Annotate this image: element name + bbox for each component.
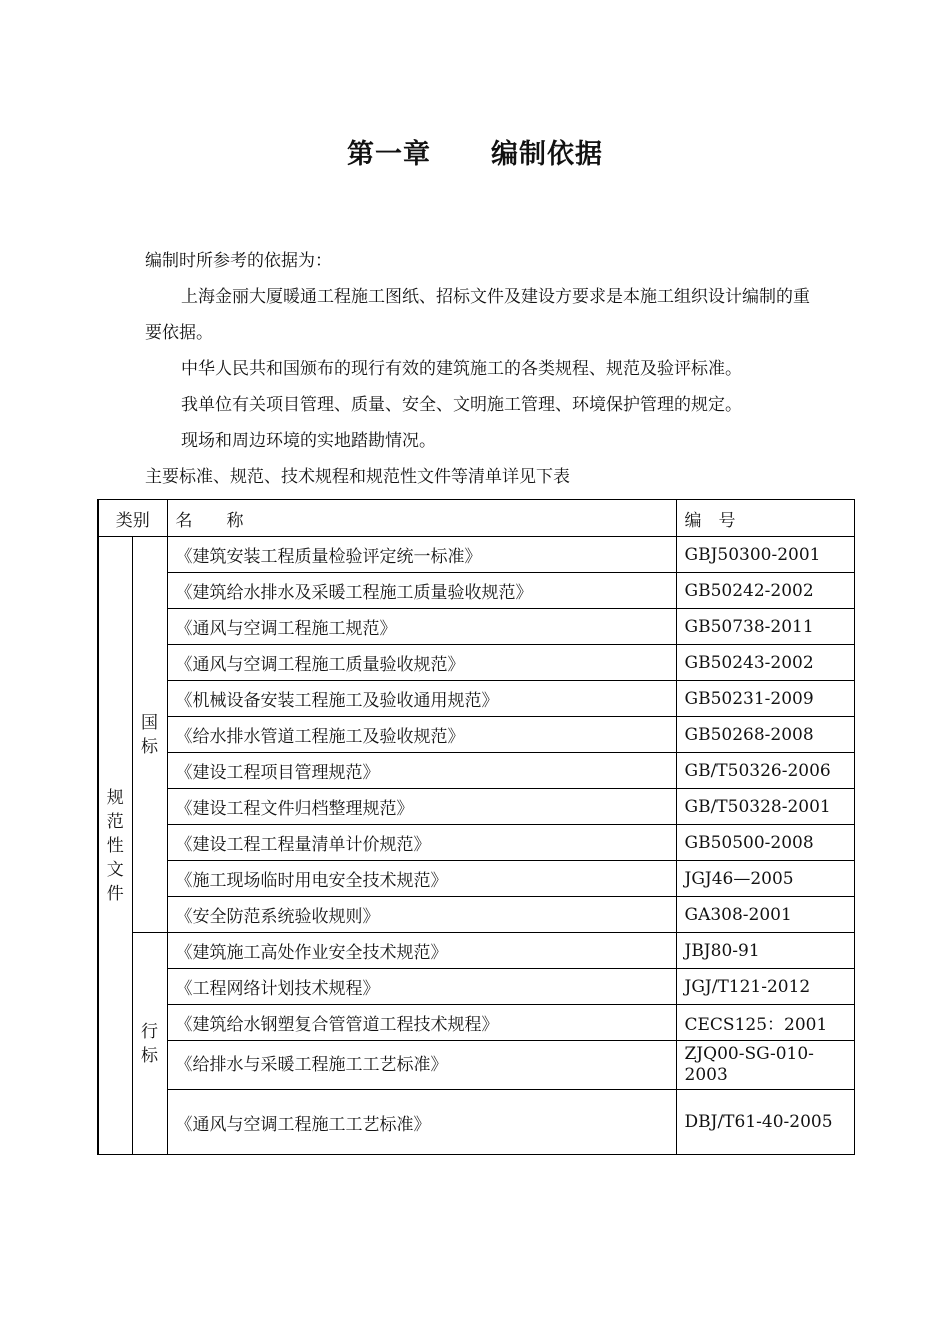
standard-code: JGJ46—2005 (676, 861, 854, 897)
standard-code: GB/T50326-2006 (676, 753, 854, 789)
table-row (98, 717, 854, 753)
group-label-national: 国标 (141, 712, 158, 757)
table-row (98, 609, 854, 645)
standard-code: GB50243-2002 (676, 645, 854, 681)
standard-name: 《建筑施工高处作业安全技术规范》 (167, 933, 676, 969)
table-row (98, 1090, 854, 1155)
standard-code: GB50231-2009 (676, 681, 854, 717)
group-label-industry: 行标 (141, 1021, 158, 1066)
standard-name: 《机械设备安装工程施工及验收通用规范》 (167, 681, 676, 717)
table-row (98, 789, 854, 825)
standard-name: 《工程网络计划技术规程》 (167, 969, 676, 1005)
table-row (98, 825, 854, 861)
standard-name: 《给排水与采暖工程施工工艺标准》 (167, 1041, 676, 1090)
intro-paragraph: 编制时所参考的依据为： (145, 251, 332, 271)
standard-code: GA308-2001 (676, 897, 854, 933)
category-label: 规范性文件 (106, 787, 124, 904)
table-row (98, 1005, 854, 1041)
header-code: 编 号 (676, 500, 854, 537)
standard-name: 《建设工程文件归档整理规范》 (167, 789, 676, 825)
standard-name: 《通风与空调工程施工质量验收规范》 (167, 645, 676, 681)
standard-code: CECS125：2001 (676, 1005, 854, 1041)
category-cell (98, 537, 132, 1155)
standard-code: JBJ80-91 (676, 933, 854, 969)
table-header-row (98, 500, 854, 537)
table-row (98, 897, 854, 933)
basis-paragraph-drawings: 上海金丽大厦暖通工程施工图纸、招标文件及建设方要求是本施工组织设计编制的重要依据。 (145, 287, 810, 343)
basis-paragraph-company: 我单位有关项目管理、质量、安全、文明施工管理、环境保护管理的规定。 (181, 395, 742, 415)
table-row (98, 969, 854, 1005)
basis-paragraph-national: 中华人民共和国颁布的现行有效的建筑施工的各类规程、规范及验评标准。 (181, 359, 742, 379)
basis-paragraph-site: 现场和周边环境的实地踏勘情况。 (181, 431, 436, 451)
table-caption: 主要标准、规范、技术规程和规范性文件等清单详见下表 (145, 467, 570, 487)
standard-code: DBJ/T61-40-2005 (676, 1090, 854, 1155)
standard-name: 《建筑给水排水及采暖工程施工质量验收规范》 (167, 573, 676, 609)
header-name: 名 称 (167, 500, 676, 537)
standard-name: 《通风与空调工程施工工艺标准》 (167, 1090, 676, 1155)
table-row (98, 681, 854, 717)
table-row (98, 573, 854, 609)
standard-name: 《建设工程项目管理规范》 (167, 753, 676, 789)
standard-code: GB50268-2008 (676, 717, 854, 753)
standard-name: 《通风与空调工程施工规范》 (167, 609, 676, 645)
standard-name: 《给水排水管道工程施工及验收规范》 (167, 717, 676, 753)
group-cell-industry (132, 933, 167, 1155)
header-category: 类别 (98, 500, 167, 537)
standard-name: 《建筑给水钢塑复合管管道工程技术规程》 (167, 1005, 676, 1041)
standard-code: GBJ50300-2001 (676, 537, 854, 573)
standard-code: GB50738-2011 (676, 609, 854, 645)
standard-name: 《建筑安装工程质量检验评定统一标准》 (167, 537, 676, 573)
table-row (98, 753, 854, 789)
standard-code: GB50500-2008 (676, 825, 854, 861)
standards-table (97, 499, 855, 1155)
chapter-title: 编制依据 (491, 139, 603, 170)
table-row (98, 537, 854, 573)
chapter-heading (0, 132, 950, 171)
table-row (98, 1041, 854, 1090)
standard-name: 《施工现场临时用电安全技术规范》 (167, 861, 676, 897)
standard-code: ZJQ00-SG-010-2003 (676, 1041, 854, 1090)
standard-name: 《建设工程工程量清单计价规范》 (167, 825, 676, 861)
table-row (98, 645, 854, 681)
table-row (98, 861, 854, 897)
standard-code: GB50242-2002 (676, 573, 854, 609)
group-cell-national (132, 537, 167, 933)
standard-code: GB/T50328-2001 (676, 789, 854, 825)
standard-name: 《安全防范系统验收规则》 (167, 897, 676, 933)
chapter-number: 第一章 (347, 139, 431, 170)
standard-code: JGJ/T121-2012 (676, 969, 854, 1005)
table-row (98, 933, 854, 969)
